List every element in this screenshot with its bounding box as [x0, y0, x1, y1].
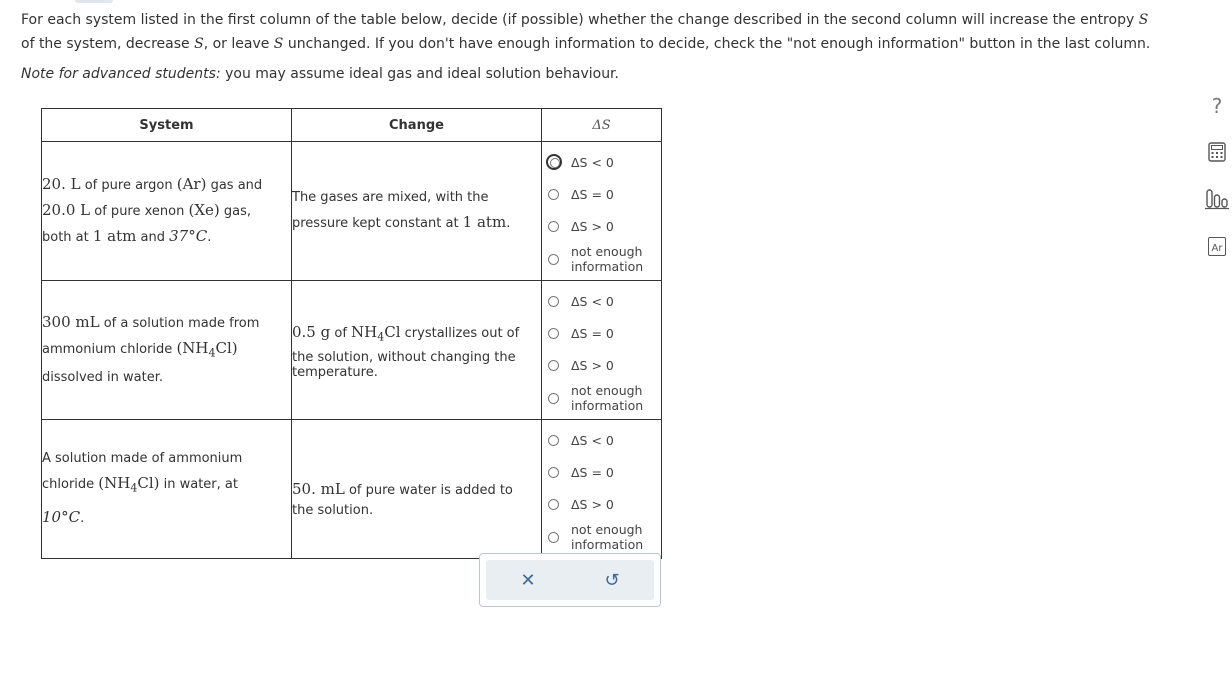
- header-row: [42, 109, 662, 142]
- instructions: [21, 8, 1171, 56]
- calculator-icon: [1208, 142, 1226, 162]
- radio-button[interactable]: [548, 189, 559, 200]
- option-negative[interactable]: ΔS < 0: [548, 285, 661, 317]
- entropy-table: [41, 108, 662, 559]
- option-zero[interactable]: ΔS = 0: [548, 456, 661, 488]
- option-zero[interactable]: ΔS = 0: [548, 317, 661, 349]
- radio-button[interactable]: [548, 393, 559, 404]
- calculator-button[interactable]: [1203, 138, 1231, 166]
- header-system: System: [42, 109, 292, 142]
- top-accent: [75, 0, 113, 3]
- header-delta-s: ΔS: [542, 109, 662, 142]
- option-positive[interactable]: ΔS > 0: [548, 488, 661, 520]
- radio-button[interactable]: [548, 360, 559, 371]
- change-cell: The gases are mixed, with the pressure kept constant at 1 atm.: [292, 142, 542, 281]
- help-button[interactable]: [1203, 92, 1231, 120]
- table-row: [42, 142, 662, 281]
- delta-s-options: [542, 142, 662, 281]
- radio-button[interactable]: [548, 296, 559, 307]
- system-cell: 300 mL of a solution made from ammonium chloride $(NH_4Cl)$ dissolved in water.: [42, 281, 292, 420]
- advanced-note: [21, 66, 619, 82]
- reset-icon: ↺: [604, 569, 620, 591]
- radio-button[interactable]: [548, 532, 559, 543]
- radio-button[interactable]: [548, 221, 559, 232]
- option-zero[interactable]: ΔS = 0: [548, 178, 661, 210]
- option-not-enough-info[interactable]: not enough information: [548, 520, 661, 554]
- change-cell: 50. mL of pure water is added to the solution.: [292, 420, 542, 559]
- header-change: Change: [292, 109, 542, 142]
- answer-action-bar: [479, 553, 661, 607]
- instructions-line-2: of the system, decrease S, or leave S unchanged. If you don't have enough information to decide, check the "not enough information" button in the last column.: [21, 36, 1151, 52]
- instructions-line-1: For each system listed in the first column of the table below, decide (if possible) whether the change described in the second column will increase the entropy S: [21, 12, 1149, 28]
- help-icon: ?: [1211, 94, 1223, 118]
- periodic-table-icon: Ar: [1208, 237, 1226, 256]
- table-row: [42, 420, 662, 559]
- option-negative[interactable]: ΔS < 0: [548, 424, 661, 456]
- radio-button[interactable]: [548, 435, 559, 446]
- clear-button[interactable]: [486, 560, 570, 600]
- close-icon: ✕: [520, 569, 536, 591]
- periodic-table-button[interactable]: [1203, 232, 1231, 260]
- delta-s-options: [542, 281, 662, 420]
- option-positive[interactable]: ΔS > 0: [548, 349, 661, 381]
- option-not-enough-info[interactable]: not enough information: [548, 242, 661, 276]
- chart-icon: [1205, 188, 1229, 210]
- radio-button[interactable]: [548, 499, 559, 510]
- system-cell: 20. L of pure argon (Ar) gas and 20.0 L of pure xenon (Xe) gas, both at 1 atm and 37°C.: [42, 142, 292, 281]
- radio-button[interactable]: [548, 328, 559, 339]
- note-text: you may assume ideal gas and ideal solution behaviour.: [220, 66, 619, 82]
- system-cell: A solution made of ammonium chloride $(NH_4Cl)$ in water, at 10°C.: [42, 420, 292, 559]
- note-label: Note for advanced students:: [21, 66, 221, 82]
- option-positive[interactable]: ΔS > 0: [548, 210, 661, 242]
- radio-button[interactable]: [546, 154, 562, 170]
- table-row: [42, 281, 662, 420]
- delta-s-options: [542, 420, 662, 559]
- radio-button[interactable]: [548, 467, 559, 478]
- option-negative[interactable]: ΔS < 0: [548, 146, 661, 178]
- data-button[interactable]: [1203, 185, 1231, 213]
- change-cell: 0.5 g of $NH_4Cl$ crystallizes out of the solution, without changing the temperature.: [292, 281, 542, 420]
- option-not-enough-info[interactable]: not enough information: [548, 381, 661, 415]
- undo-button[interactable]: [570, 560, 654, 600]
- radio-button[interactable]: [548, 254, 559, 265]
